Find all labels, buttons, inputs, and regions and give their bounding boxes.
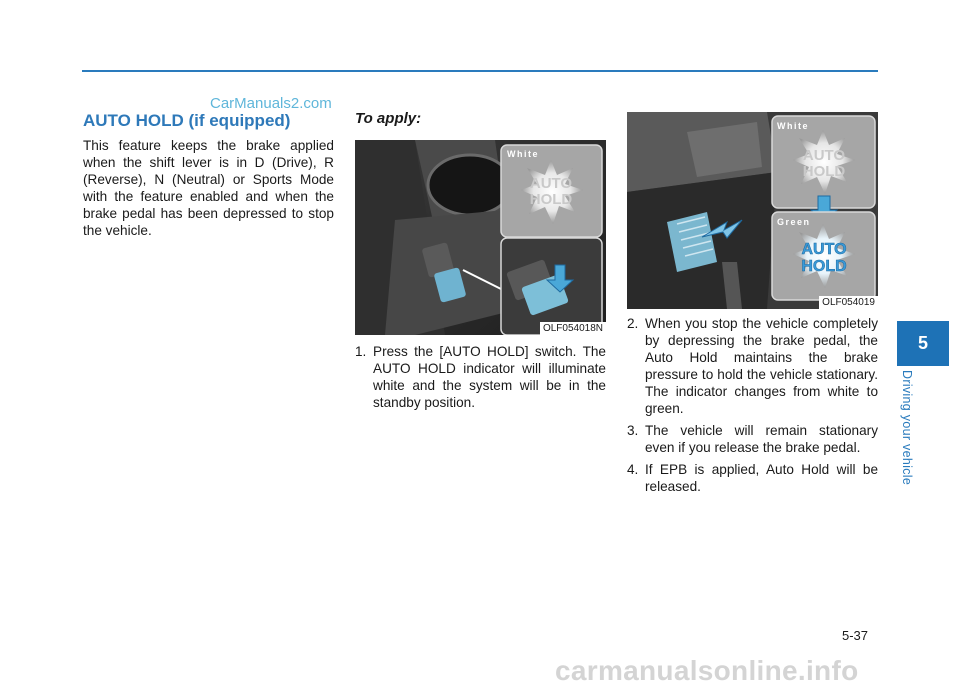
figure2-hold-green-label: HOLD	[801, 258, 847, 275]
page-number: 5-37	[842, 628, 869, 643]
step-item	[355, 343, 606, 411]
step-item	[627, 315, 878, 417]
step-text: If EPB is applied, Auto Hold will be released.	[645, 462, 878, 494]
section-heading: AUTO HOLD (if equipped)	[83, 111, 291, 130]
steps-column-right	[627, 315, 878, 500]
intro-paragraph: This feature keeps the brake applied when the shift lever is in D (Drive), R (Reverse), N (Neutral) or Sports Mode with the feature enabled and when the brake pedal has been depressed to stop the vehicle.	[83, 138, 334, 238]
figure2-auto-green-label: AUTO	[801, 241, 847, 258]
figure2-hold-white-label: HOLD	[802, 163, 846, 180]
step-text: The vehicle will remain stationary even if you release the brake pedal.	[645, 423, 878, 455]
figure1-auto-label: AUTO	[529, 175, 573, 192]
step-number: 4.	[627, 462, 639, 477]
figure2-auto-label: AUTO	[802, 147, 846, 164]
chapter-tab	[897, 321, 949, 366]
watermark-top[interactable]: CarManuals2.com	[210, 95, 332, 112]
step-number: 3.	[627, 423, 639, 438]
figure1-hold-label: HOLD	[529, 191, 573, 208]
step-number: 1.	[355, 344, 367, 359]
figure1-caption: OLF054018N	[540, 322, 606, 335]
figure2-green-label: Green	[777, 217, 811, 227]
step-item	[627, 461, 878, 495]
apply-subheading: To apply:	[355, 110, 422, 127]
figure2-white-label: White	[777, 121, 809, 131]
step-item	[627, 422, 878, 456]
chapter-label-text: Driving your vehicle	[900, 370, 914, 486]
figure-brake-pedal	[627, 112, 878, 309]
step-number: 2.	[627, 316, 639, 331]
figure2-caption: OLF054019	[819, 296, 878, 309]
steps-column-middle	[355, 343, 606, 416]
chapter-label	[900, 370, 920, 500]
figure1-white-label: White	[507, 149, 539, 159]
header-rule	[82, 70, 878, 72]
step-text: Press the [AUTO HOLD] switch. The AUTO HOLD indicator will illuminate white and the system will be in the standby position.	[373, 344, 606, 410]
watermark-bottom[interactable]: carmanualsonline.info	[555, 655, 859, 686]
step-text: When you stop the vehicle completely by depressing the brake pedal, the Auto Hold maintains the brake pressure to hold the vehicle stationary. The indicator changes from white to green.	[645, 316, 878, 416]
chapter-number: 5	[917, 333, 928, 353]
figure-console-switch	[355, 140, 606, 335]
